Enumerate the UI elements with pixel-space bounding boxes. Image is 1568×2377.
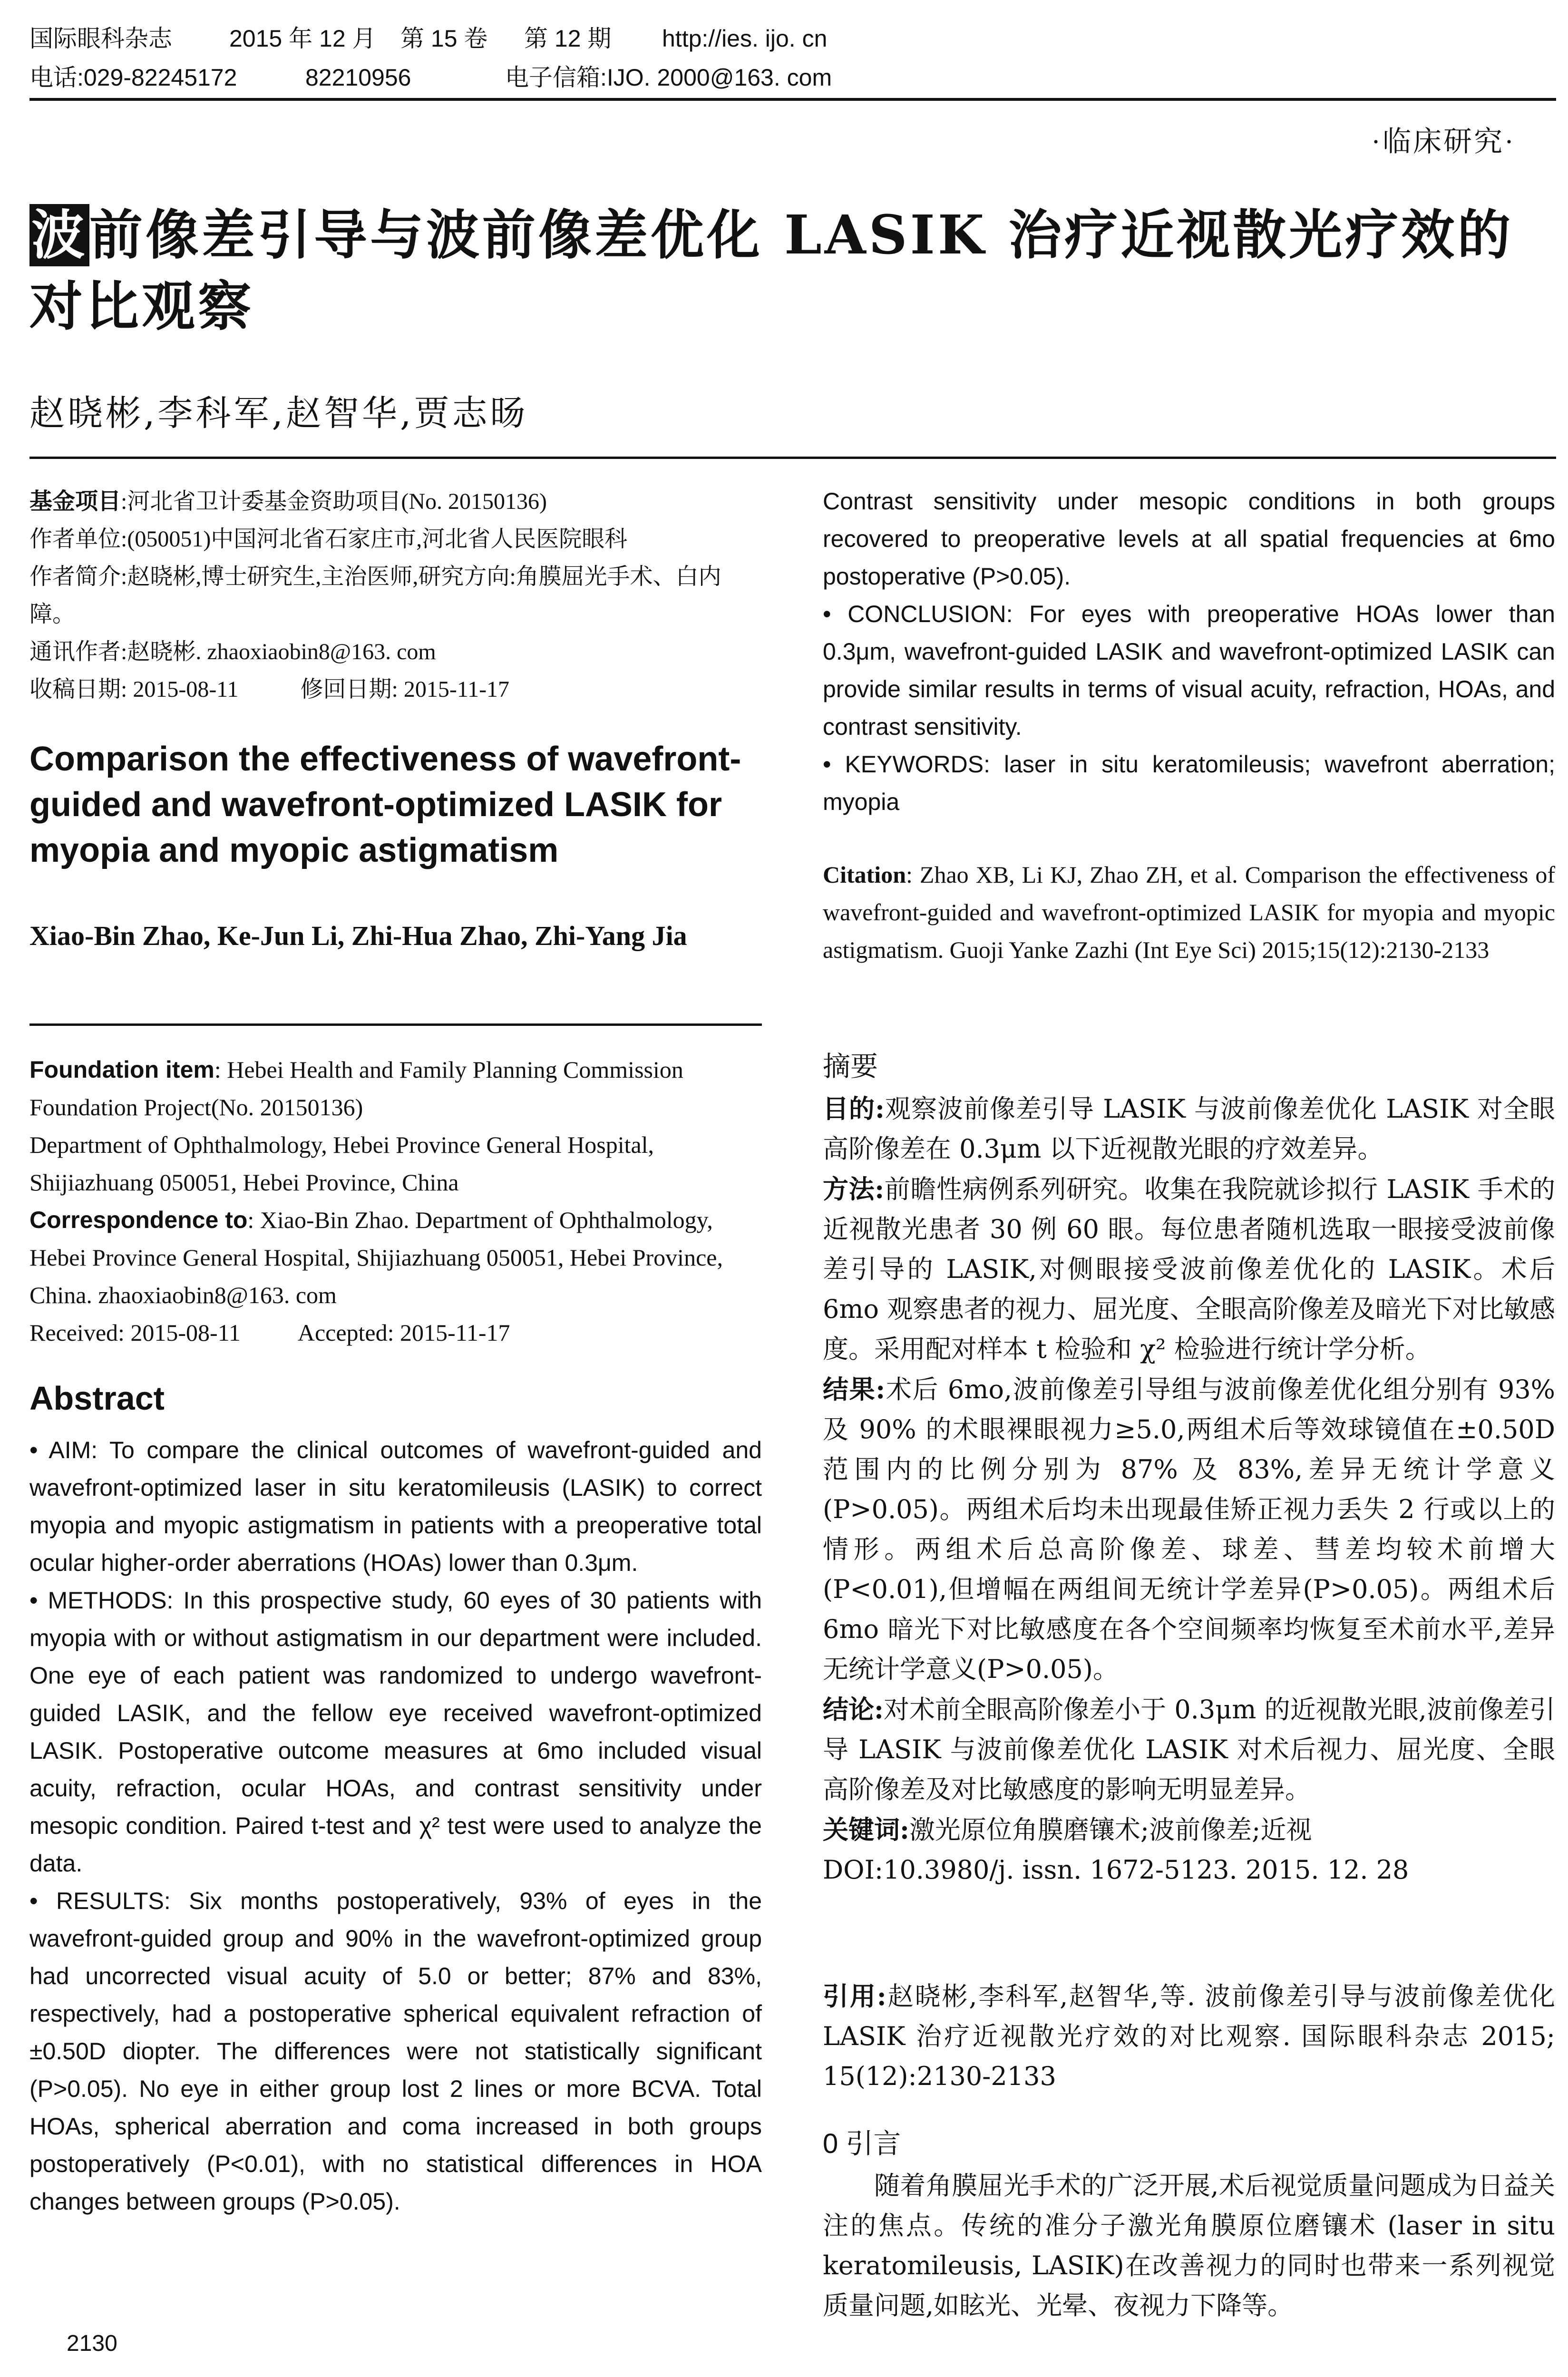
abstract-conclusion: • CONCLUSION: For eyes with preoperative HOAs lower than 0.3μm, wavefront-guided LASIK and wavefront-optimized LASIK can provide similar results in terms of visual acuity, refraction, HOAs, and contrast sensitivity. — [823, 601, 1555, 740]
department-en: Department of Ophthalmology, Hebei Province General Hospital, Shijiazhuang 050051, Hebei Province, China — [29, 1131, 654, 1196]
chinese-title — [29, 200, 1551, 342]
abstract-heading: Abstract — [29, 1380, 165, 1417]
foundation-cn: 基金项目:河北省卫计委基金资助项目(No. 20150136) — [29, 489, 547, 514]
abstract-body — [29, 1432, 762, 2221]
left-rule — [29, 1023, 762, 1026]
foundation-en: Foundation item: Hebei Health and Family Planning Commission Foundation Project(No. 20150136) — [29, 1056, 683, 1120]
title-rest: 前像差引导与波前像差优化 LASIK 治疗近视散光疗效的对比观察 — [29, 204, 1514, 338]
cn-keywords: 关键词:激光原位角膜磨镶术;波前像差;近视 — [823, 1814, 1312, 1845]
chinese-authors: 赵晓彬,李科军,赵智华,贾志旸 — [29, 393, 528, 434]
chinese-abstract-heading: 摘要 — [823, 1051, 878, 1082]
intro-text: 随着角膜屈光手术的广泛开展,术后视觉质量问题成为日益关注的焦点。传统的准分子激光角膜原位磨镶术 (laser in situ keratomileusis, LASIK)在改善视力的同时也带来一系列视觉质量问题,如眩光、光晕、夜视力下降等。 — [823, 2171, 1555, 2320]
bio-cn: 作者简介:赵晓彬,博士研究生,主治医师,研究方向:角膜屈光手术、白内障。 — [29, 564, 721, 627]
journal-email[interactable]: 电子信箱:IJO. 2000@163. com — [505, 64, 832, 91]
cn-aim: 目的:观察波前像差引导 LASIK 与波前像差优化 LASIK 对全眼高阶像差在 0.3μm 以下近视散光眼的疗效差异。 — [823, 1093, 1555, 1164]
section-tag: ·临床研究· — [1371, 126, 1516, 157]
english-title: Comparison the effectiveness of wavefront-guided and wavefront-optimized LASIK for myopia and myopic astigmatism — [29, 740, 741, 869]
journal-name: 国际眼科杂志 — [29, 25, 172, 52]
issue: 第 12 期 — [524, 25, 612, 52]
header-rule — [29, 98, 1556, 101]
authors-rule — [29, 457, 1556, 459]
unit-cn: 作者单位:(050051)中国河北省石家庄市,河北省人民医院眼科 — [29, 526, 628, 552]
journal-header — [29, 19, 1556, 107]
phone-2: 82210956 — [305, 64, 411, 91]
abstract-methods: • METHODS: In this prospective study, 60 eyes of 30 patients with myopia with or without astigmatism in our department were included. One eye of each patient was randomized to undergo wavefront-guided LASIK, and the fellow eye received wavefront-optimized LASIK. Postoperative outcome measures at 6mo included visual acuity, refraction, ocular HOAs, and contrast sensitivity under mesopic condition. Paired t-test and χ² test were used to analyze the data. — [29, 1587, 762, 1877]
english-article-info — [29, 1051, 762, 1352]
cn-results: 结果:术后 6mo,波前像差引导组与波前像差优化组分别有 93% 及 90% 的术眼裸眼视力≥5.0,两组术后等效球镜值在±0.50D 范围内的比例分别为 87% 及 83%,差异无统计学意义(P>0.05)。两组术后均未出现最佳矫正视力丢失 2 行或以上的情形。两组术后总高阶像差、球差、彗差均较术前增大(P<0.01),但增幅在两组间无统计学差异(P>0.05)。两组术后 6mo 暗光下对比敏感度在各个空间频率均恢复至术前水平,差异无统计学意义(P>0.05)。 — [823, 1374, 1555, 1684]
volume: 第 15 卷 — [400, 25, 488, 52]
chinese-abstract — [823, 1044, 1555, 1890]
page-number: 2130 — [67, 2331, 117, 2356]
cn-doi: DOI:10.3980/j. issn. 1672-5123. 2015. 12. 28 — [823, 1855, 1409, 1885]
phone: 电话:029-82245172 — [29, 64, 237, 91]
chinese-article-info — [29, 483, 762, 708]
abstract-results-cont: Contrast sensitivity under mesopic conditions in both groups recovered to preoperative levels at all spatial frequencies at 6mo postoperative (P>0.05). — [823, 488, 1555, 590]
intro-heading: 0 引言 — [823, 2128, 901, 2159]
abstract-results: • RESULTS: Six months postoperatively, 93% of eyes in the wavefront-guided group and 90% in the wavefront-optimized group had uncorrected visual acuity of 5.0 or better; 87% and 83%, respectively, had a postoperative spherical equivalent refraction of ±0.50D diopter. The differences were not statistically significant (P>0.05). No eye in either group lost 2 lines or more BCVA. Total HOAs, spherical aberration and coma increased in both groups postoperatively (P<0.01), with no statistical differences in HOA changes between groups (P>0.05). — [29, 1888, 762, 2215]
english-authors: Xiao-Bin Zhao, Ke-Jun Li, Zhi-Hua Zhao, Zhi-Yang Jia — [29, 920, 687, 951]
title-first-char: 波 — [29, 204, 89, 266]
citation-en: Citation: Zhao XB, Li KJ, Zhao ZH, et al. Comparison the effectiveness of wavefront-guided and wavefront-optimized LASIK for myopia and myopic astigmatism. Guoji Yanke Zazhi (Int Eye Sci) 2015;15(12):2130-2133 — [823, 861, 1555, 963]
issue-date: 2015 年 12 月 — [229, 25, 376, 52]
abstract-keywords: • KEYWORDS: laser in situ keratomileusis; wavefront aberration; myopia — [823, 751, 1555, 815]
corresponding-cn: 通讯作者:赵晓彬. zhaoxiaobin8@163. com — [29, 639, 436, 664]
journal-url[interactable]: http://ies. ijo. cn — [662, 25, 828, 52]
cn-methods: 方法:前瞻性病例系列研究。收集在我院就诊拟行 LASIK 手术的近视散光患者 30 例 60 眼。每位患者随机选取一眼接受波前像差引导的 LASIK,对侧眼接受波前像差优化的 LASIK。术后 6mo 观察患者的视力、屈光度、全眼高阶像差及暗光下对比敏感度。采用配对样本 t 检验和 χ² 检验进行统计学分析。 — [823, 1174, 1555, 1364]
introduction — [823, 2121, 1555, 2326]
dates-en: Received: 2015-08-11 Accepted: 2015-11-17 — [29, 1319, 510, 1346]
abstract-continued — [823, 483, 1555, 821]
chinese-citation: 引用:赵晓彬,李科军,赵智华,等. 波前像差引导与波前像差优化 LASIK 治疗近视散光疗效的对比观察. 国际眼科杂志 2015; 15(12):2130-2133 — [823, 1981, 1555, 2091]
correspondence-en: Correspondence to: Xiao-Bin Zhao. Department of Ophthalmology, Hebei Province General Hospital, Shijiazhuang 050051, Hebei Province, China. zhaoxiaobin8@163. com — [29, 1207, 723, 1308]
cn-conclusion: 结论:对术前全眼高阶像差小于 0.3μm 的近视散光眼,波前像差引导 LASIK 与波前像差优化 LASIK 对术后视力、屈光度、全眼高阶像差及对比敏感度的影响无明显差异。 — [823, 1694, 1556, 1804]
dates-cn: 收稿日期: 2015-08-11 修回日期: 2015-11-17 — [29, 677, 510, 702]
abstract-aim: • AIM: To compare the clinical outcomes of wavefront-guided and wavefront-optimized laser in situ keratomileusis (LASIK) to correct myopia and myopic astigmatism in patients with a preoperative total ocular higher-order aberrations (HOAs) lower than 0.3μm. — [29, 1437, 762, 1576]
